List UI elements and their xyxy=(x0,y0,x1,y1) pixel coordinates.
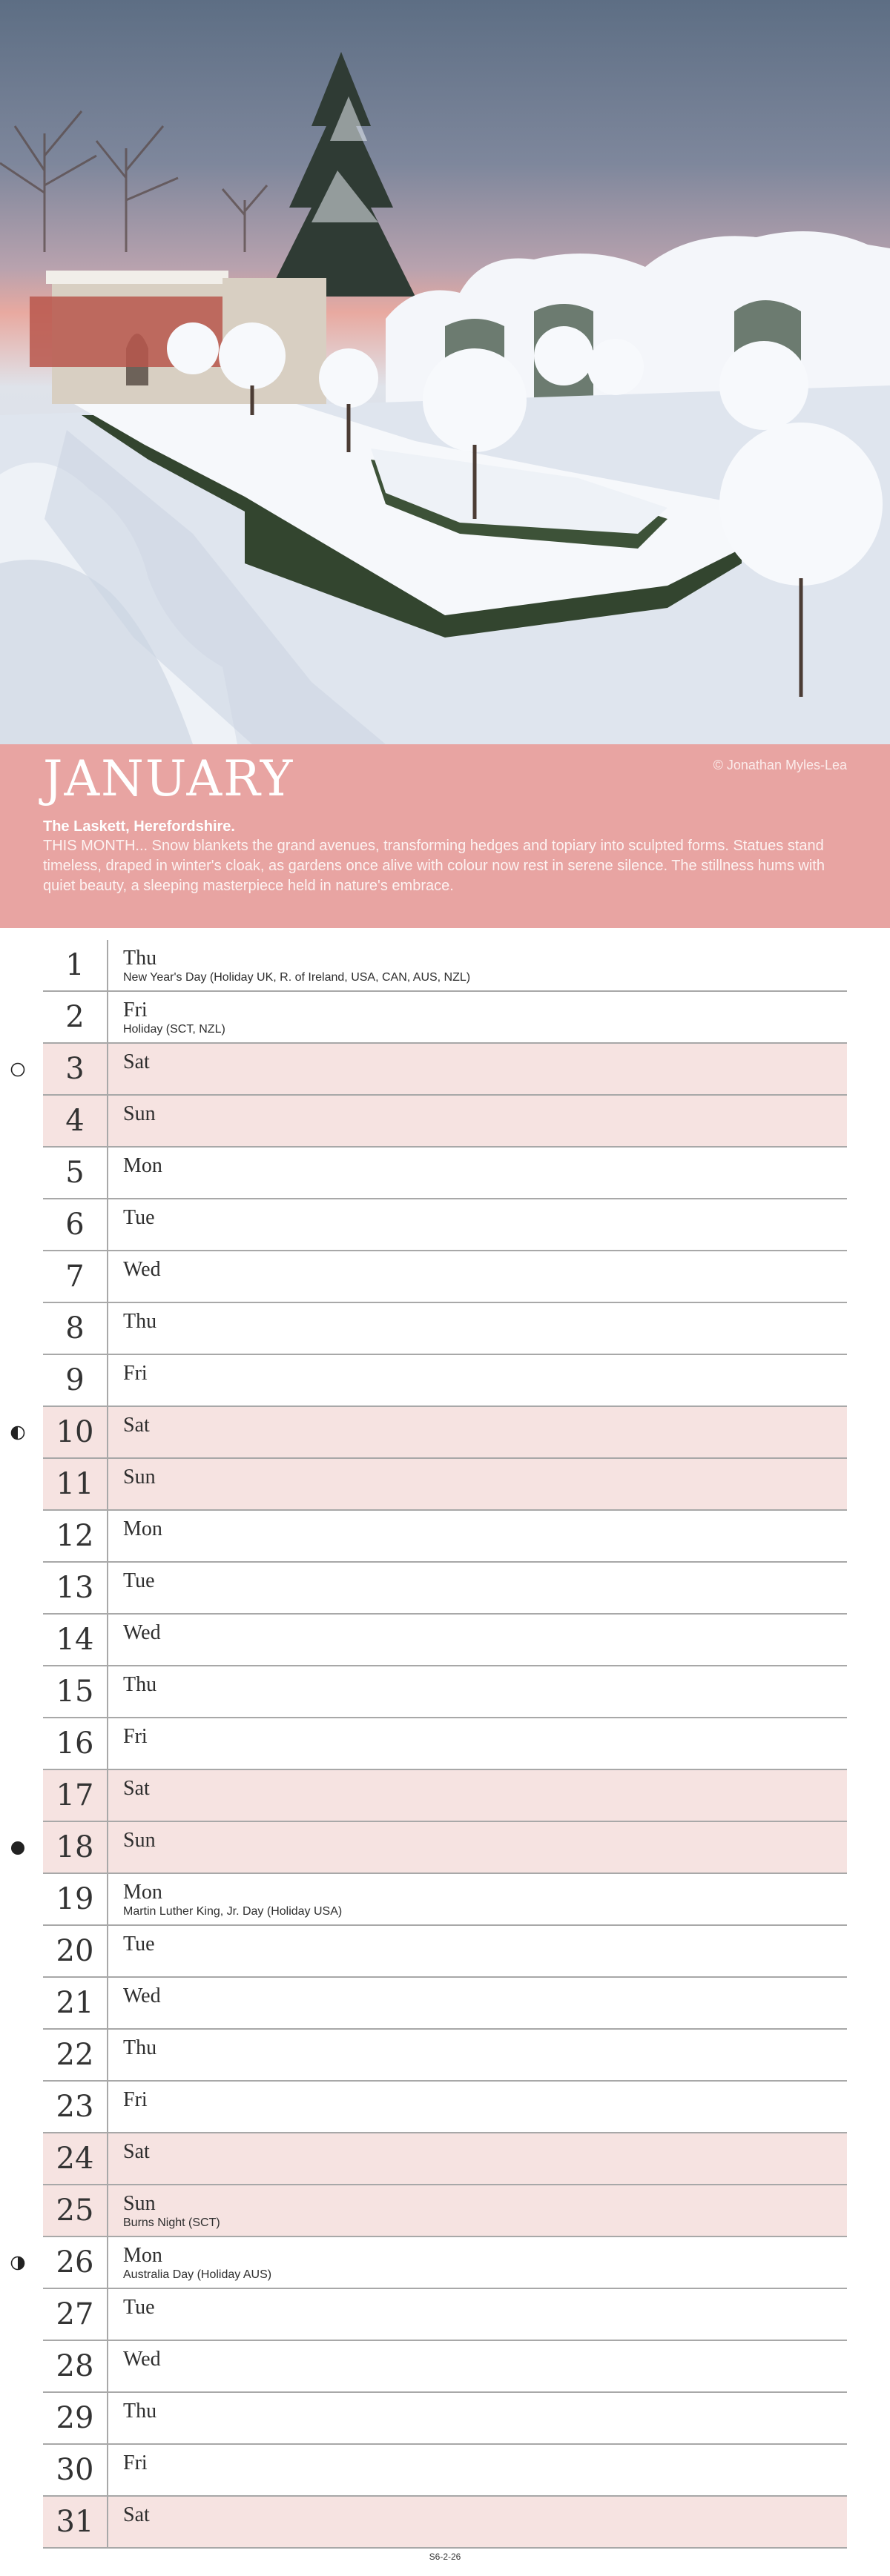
day-row xyxy=(43,1822,847,1874)
day-row xyxy=(43,2341,847,2393)
day-number: 20 xyxy=(43,1926,108,1976)
day-number: 21 xyxy=(43,1978,108,2028)
day-of-week: Thu xyxy=(123,2036,157,2059)
day-row xyxy=(43,1874,847,1926)
day-number: 10 xyxy=(43,1407,108,1457)
day-row xyxy=(43,940,847,992)
day-of-week: Mon xyxy=(123,2244,162,2267)
day-of-week: Tue xyxy=(123,1569,155,1592)
day-number: 9 xyxy=(43,1355,108,1405)
day-row xyxy=(43,1148,847,1199)
day-row xyxy=(43,1407,847,1459)
day-row xyxy=(43,992,847,1044)
photo-location: The Laskett, Herefordshire. xyxy=(43,818,235,835)
photo-credit: © Jonathan Myles-Lea xyxy=(713,758,847,772)
day-row xyxy=(43,2133,847,2185)
day-of-week: Tue xyxy=(123,2296,155,2319)
day-row xyxy=(43,1770,847,1822)
day-row xyxy=(43,1355,847,1407)
day-row xyxy=(43,1978,847,2030)
day-of-week: Wed xyxy=(123,1984,161,2007)
day-row xyxy=(43,1096,847,1148)
day-row xyxy=(43,2082,847,2133)
day-number: 13 xyxy=(43,1563,108,1613)
holiday-note: New Year's Day (Holiday UK, R. of Ireland, USA, CAN, AUS, NZL) xyxy=(123,971,471,984)
day-row xyxy=(43,1718,847,1770)
day-row xyxy=(43,2237,847,2289)
day-of-week: Fri xyxy=(123,1725,148,1748)
day-of-week: Thu xyxy=(123,1673,157,1696)
day-of-week: Sat xyxy=(123,1050,150,1073)
day-of-week: Wed xyxy=(123,1258,161,1281)
month-header xyxy=(0,744,890,928)
day-of-week: Wed xyxy=(123,1621,161,1644)
day-row xyxy=(43,1251,847,1303)
day-number: 22 xyxy=(43,2030,108,2080)
day-number: 27 xyxy=(43,2289,108,2340)
day-row xyxy=(43,1303,847,1355)
day-number: 2 xyxy=(43,992,108,1042)
day-number: 29 xyxy=(43,2393,108,2443)
day-number: 12 xyxy=(43,1511,108,1561)
day-number: 19 xyxy=(43,1874,108,1924)
month-title: JANUARY xyxy=(43,750,294,807)
day-number: 25 xyxy=(43,2185,108,2236)
day-of-week: Thu xyxy=(123,2400,157,2423)
day-number: 7 xyxy=(43,1251,108,1302)
day-of-week: Sun xyxy=(123,2192,156,2215)
day-number: 16 xyxy=(43,1718,108,1769)
day-of-week: Sat xyxy=(123,2503,150,2526)
holiday-note: Australia Day (Holiday AUS) xyxy=(123,2268,272,2281)
last-quarter-moon-icon xyxy=(10,1426,25,1440)
day-row xyxy=(43,1459,847,1511)
day-number: 5 xyxy=(43,1148,108,1198)
full-moon-icon xyxy=(10,1062,25,1077)
day-of-week: Sun xyxy=(123,1466,156,1489)
day-number: 1 xyxy=(43,940,108,990)
day-of-week: Thu xyxy=(123,947,157,970)
day-row xyxy=(43,2445,847,2497)
day-number: 30 xyxy=(43,2445,108,2495)
day-of-week: Sat xyxy=(123,1414,150,1437)
new-moon-icon xyxy=(10,1841,25,1855)
day-number: 8 xyxy=(43,1303,108,1354)
day-of-week: Mon xyxy=(123,1154,162,1177)
day-row xyxy=(43,2393,847,2445)
footer-code: S6-2-26 xyxy=(429,2552,461,2562)
day-of-week: Wed xyxy=(123,2348,161,2371)
day-of-week: Fri xyxy=(123,999,148,1022)
day-row xyxy=(43,1563,847,1615)
month-description: THIS MONTH... Snow blankets the grand avenues, transforming hedges and topiary into sculpted forms. Statues stand timeless, draped in winter's cloak, as gardens once alive with colour now rest in serene silence. The stillness hums with quiet beauty, a sleeping masterpiece held in nature's embrace. xyxy=(43,838,825,894)
day-number: 3 xyxy=(43,1044,108,1094)
snowy-garden-illustration xyxy=(0,0,890,744)
day-of-week: Tue xyxy=(123,1206,155,1229)
day-number: 11 xyxy=(43,1459,108,1509)
holiday-note: Martin Luther King, Jr. Day (Holiday USA) xyxy=(123,1905,343,1918)
day-number: 4 xyxy=(43,1096,108,1146)
day-of-week: Fri xyxy=(123,1362,148,1385)
day-number: 28 xyxy=(43,2341,108,2391)
day-row xyxy=(43,2030,847,2082)
day-row xyxy=(43,1615,847,1666)
holiday-note: Burns Night (SCT) xyxy=(123,2216,220,2229)
day-of-week: Sat xyxy=(123,1777,150,1800)
day-of-week: Thu xyxy=(123,1310,157,1333)
day-row xyxy=(43,2289,847,2341)
day-number: 17 xyxy=(43,1770,108,1821)
day-of-week: Sun xyxy=(123,1102,156,1125)
day-number: 24 xyxy=(43,2133,108,2184)
day-of-week: Tue xyxy=(123,1933,155,1956)
day-of-week: Sun xyxy=(123,1829,156,1852)
day-of-week: Sat xyxy=(123,2140,150,2163)
day-row xyxy=(43,1044,847,1096)
day-of-week: Mon xyxy=(123,1517,162,1540)
day-row xyxy=(43,2497,847,2549)
day-of-week: Mon xyxy=(123,1881,162,1904)
day-list xyxy=(43,940,847,2549)
day-row xyxy=(43,1666,847,1718)
day-number: 15 xyxy=(43,1666,108,1717)
day-number: 23 xyxy=(43,2082,108,2132)
day-of-week: Fri xyxy=(123,2088,148,2111)
day-number: 31 xyxy=(43,2497,108,2547)
holiday-note: Holiday (SCT, NZL) xyxy=(123,1023,225,1036)
day-of-week: Fri xyxy=(123,2451,148,2474)
first-quarter-moon-icon xyxy=(10,2256,25,2271)
day-row xyxy=(43,2185,847,2237)
day-row xyxy=(43,1199,847,1251)
day-row xyxy=(43,1511,847,1563)
day-number: 14 xyxy=(43,1615,108,1665)
day-number: 6 xyxy=(43,1199,108,1250)
day-row xyxy=(43,1926,847,1978)
day-number: 18 xyxy=(43,1822,108,1873)
header-photo xyxy=(0,0,890,744)
day-number: 26 xyxy=(43,2237,108,2288)
